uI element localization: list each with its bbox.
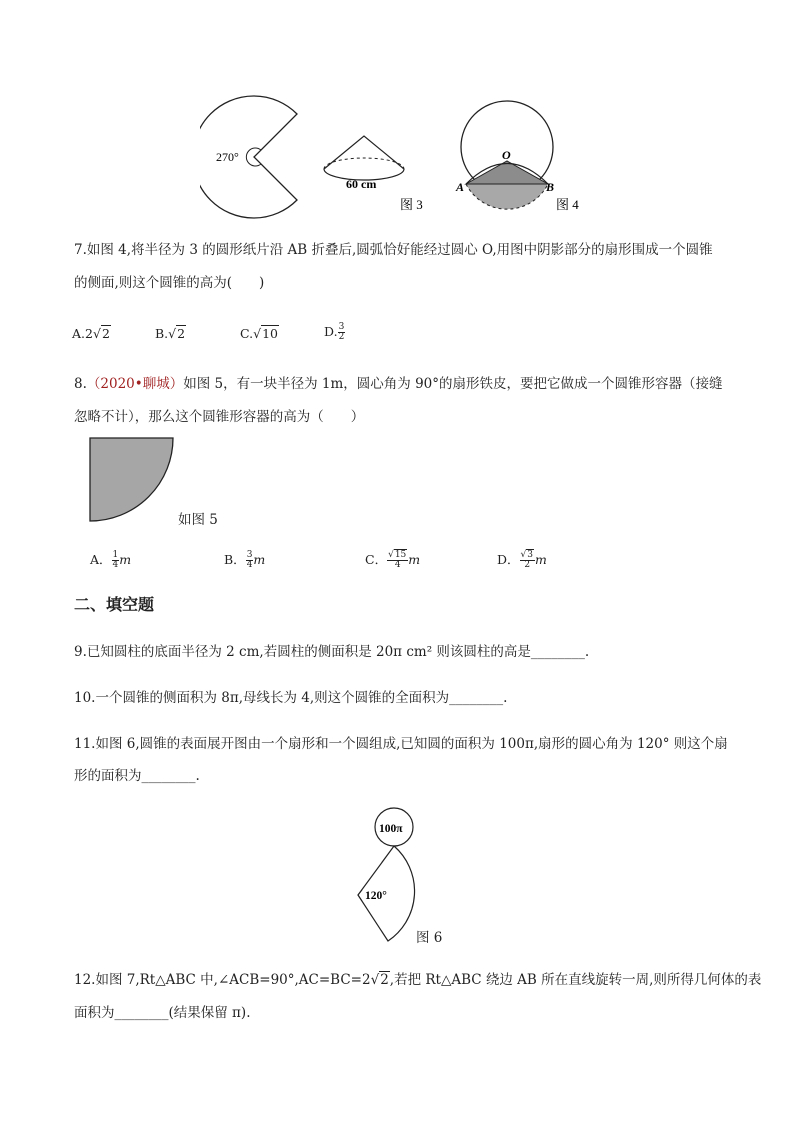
q8-line2: 忽略不计），那么这个圆锥形容器的高为（ ） bbox=[74, 409, 365, 425]
figure-6 bbox=[350, 805, 450, 947]
q12-line2: 面积为________(结果保留 π). bbox=[74, 1005, 251, 1021]
q11-line2: 形的面积为________. bbox=[74, 768, 200, 784]
fig4-point-a: A bbox=[456, 180, 465, 194]
section-title: 二、填空题 bbox=[74, 595, 155, 614]
q12-line1: 12.如图 7,Rt△ABC 中,∠ACB=90°,AC=BC=2√2,若把 Rt△ABC 绕边 AB 所在直线旋转一周,则所得几何体的表 bbox=[74, 972, 762, 988]
q7-option-d: D. $\frac{3}{2}$ bbox=[324, 322, 345, 342]
q7-option-c: C.√10 bbox=[240, 326, 278, 341]
q8-fig-caption: 如图 5 bbox=[178, 512, 218, 528]
q7-option-a: A.2√2 bbox=[72, 326, 110, 341]
q7-line1: 7.如图 4,将半径为 3 的圆形纸片沿 AB 折叠后,圆弧恰好能经过圆心 O,用图中阴影部分的扇形围成一个圆锥 bbox=[74, 242, 713, 258]
q9-text: 9.已知圆柱的底面半径为 2 cm,若圆柱的侧面积是 20π cm² 则该圆柱的高是________. bbox=[74, 644, 590, 660]
fig3-caption: 图 3 bbox=[400, 197, 423, 212]
q11-line1: 11.如图 6,圆锥的表面展开图由一个扇形和一个圆组成,已知圆的面积为 100π,扇形的圆心角为 120° 则这个扇 bbox=[74, 736, 728, 752]
q7-line2: 的侧面,则这个圆锥的高为( ) bbox=[74, 275, 265, 291]
fig4-lower-segment bbox=[466, 184, 548, 209]
fig6-circle-label: 100π bbox=[379, 823, 403, 835]
figure-3-and-4 bbox=[200, 95, 600, 220]
q8-line1: 8.（2020•聊城）如图 5，有一块半径为 1m，圆心角为 90°的扇形铁皮，要把它做成一个圆锥形容器（接缝 bbox=[74, 376, 723, 392]
q11-fig-caption: 图 6 bbox=[416, 930, 443, 946]
q10-text: 10.一个圆锥的侧面积为 8π,母线长为 4,则这个圆锥的全面积为________. bbox=[74, 690, 508, 706]
fig3-cone-label: 60 cm bbox=[346, 177, 377, 191]
q8-option-d: D． $\frac{√3}{2}$ m bbox=[497, 550, 547, 570]
q8-option-c: C． $\frac{√15}{4}$ m bbox=[365, 550, 421, 570]
q8-option-b: B． $\frac{3}{4}$ m bbox=[224, 550, 266, 570]
fig4-shaded-triangle bbox=[466, 161, 548, 184]
fig3-cone bbox=[324, 136, 404, 169]
q8-source: （2020•聊城） bbox=[86, 376, 184, 392]
fig6-angle-label: 120° bbox=[365, 890, 387, 902]
figure-5-quarter-sector bbox=[86, 434, 178, 526]
fig3-angle-label: 270° bbox=[216, 150, 239, 164]
fig4-point-b: B bbox=[546, 180, 555, 194]
fig4-caption: 图 4 bbox=[556, 197, 579, 212]
q8-option-a: A． $\frac{1}{4}$ m bbox=[90, 550, 132, 570]
fig4-point-o: O bbox=[502, 148, 511, 162]
q7-option-b: B.√2 bbox=[155, 326, 186, 341]
fig3-sector bbox=[200, 96, 297, 218]
